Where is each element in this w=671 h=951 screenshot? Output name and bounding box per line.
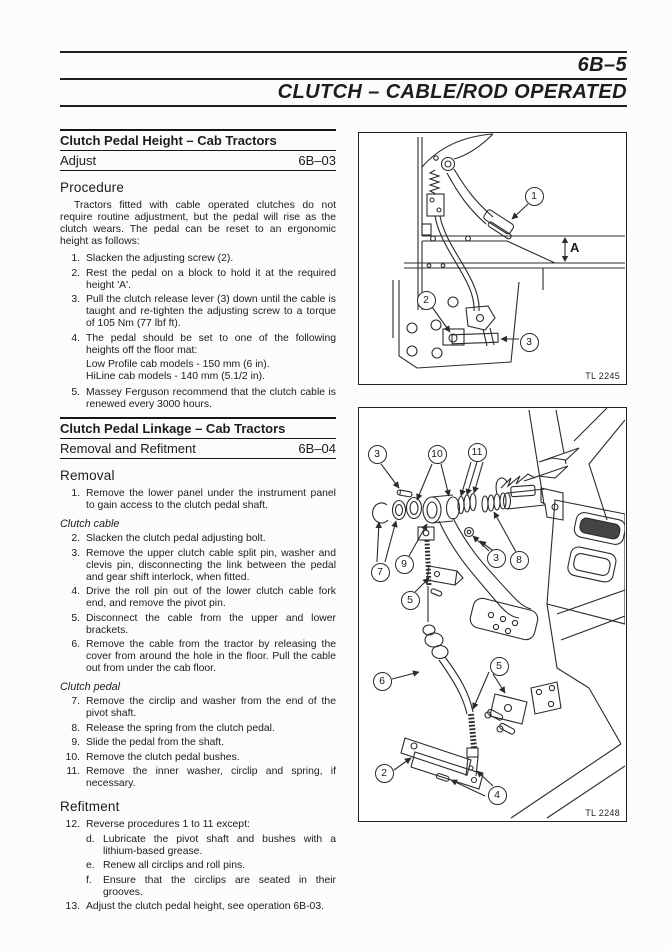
step-text: Slacken the clutch pedal adjusting bolt.	[86, 533, 266, 544]
substep-f	[86, 875, 336, 899]
operation-code: 6B–04	[298, 441, 336, 456]
step-2	[60, 268, 336, 292]
procedure-heading: Procedure	[60, 180, 125, 195]
dimension-a-label: A	[570, 240, 580, 255]
pedal-height-line-art	[359, 133, 625, 383]
step-10	[60, 752, 336, 764]
step-4	[60, 586, 336, 610]
text-column	[60, 129, 336, 916]
step-number: 1.	[71, 488, 80, 499]
operation-header-2	[60, 417, 336, 459]
step-text: The pedal should be set to one of the following heights off the floor mat:	[86, 332, 336, 356]
step-9	[60, 737, 336, 749]
step-number: 10.	[65, 751, 80, 763]
step-1	[60, 253, 336, 265]
callout-adjusting-bolt: 5	[401, 591, 420, 610]
step-number: 3.	[71, 547, 80, 559]
operation-row	[60, 151, 336, 171]
page-header	[60, 51, 627, 107]
step-number: 5.	[71, 612, 80, 624]
step-number: 9.	[71, 737, 80, 748]
step-text: Disconnect the cable from the upper and lower brackets.	[86, 612, 336, 636]
step-number: 13.	[65, 901, 80, 912]
page-title: CLUTCH – CABLE/ROD OPERATED	[277, 81, 627, 103]
step-text: Rest the pedal on a block to hold it at the required height 'A'.	[86, 267, 336, 291]
figure-pedal-linkage-diagram	[358, 407, 627, 822]
step-text: Pull the clutch release lever (3) down until the cable is taught and re-tighten the adjusting screw to a torque of 105 Nm (77 lbf ft).	[86, 294, 336, 329]
step-3	[60, 548, 336, 584]
step-4	[60, 333, 336, 357]
step-13	[60, 901, 336, 913]
step-number: 2.	[71, 267, 80, 279]
step-text: Remove the upper clutch cable split pin, washer and clevis pin, disconnecting the link between the pedal and gear shift interlock, when fitted.	[86, 547, 336, 583]
step-12	[60, 819, 336, 831]
substep-e	[86, 860, 336, 872]
step-number: 6.	[71, 639, 80, 650]
callout-upper-bracket: 5	[490, 657, 509, 676]
callout-clevis-pin: 3	[368, 445, 387, 464]
pedal-linkage-line-art	[359, 408, 625, 820]
callout-pedal: 1	[525, 187, 544, 206]
step-text: Remove the circlip and washer from the end of the pivot shaft.	[86, 696, 336, 719]
height-low-profile: Low Profile cab models - 150 mm (6 in).	[86, 359, 270, 370]
header-rule	[60, 105, 627, 107]
substep-letter: d.	[86, 833, 95, 845]
callout-nut: 3	[487, 549, 506, 568]
step-1	[60, 488, 336, 512]
step-number: 7.	[71, 696, 80, 707]
operation-code: 6B–03	[298, 153, 336, 168]
step-text: Massey Ferguson recommend that the clutch cable is renewed every 3000 hours.	[86, 387, 336, 410]
operation-name: Adjust	[60, 153, 97, 168]
step-number: 12.	[65, 819, 80, 830]
step-text: Adjust the clutch pedal height, see operation 6B-03.	[86, 901, 324, 912]
operation-name: Removal and Refitment	[60, 441, 196, 456]
step-number: 4.	[71, 332, 80, 344]
clutch-cable-label: Clutch cable	[60, 518, 120, 530]
pedal-height-values	[86, 359, 336, 383]
substep-letter: e.	[86, 860, 95, 871]
callout-washers-spring: 11	[468, 443, 487, 462]
substep-letter: f.	[86, 874, 92, 886]
clutch-pedal-label: Clutch pedal	[60, 681, 121, 693]
step-number: 8.	[71, 722, 80, 734]
operation-header-1	[60, 129, 336, 171]
step-number: 11.	[66, 766, 80, 777]
section-heading: Clutch Pedal Height – Cab Tractors	[60, 131, 336, 151]
removal-heading: Removal	[60, 468, 115, 483]
step-number: 2.	[71, 533, 80, 544]
figure-pedal-height-diagram	[358, 132, 627, 385]
callout-adjusting-screw: 2	[417, 291, 436, 310]
step-3	[60, 294, 336, 330]
step-text: Slide the pedal from the shaft.	[86, 737, 225, 748]
callout-cable-cover: 6	[373, 672, 392, 691]
step-text: Release the spring from the clutch pedal.	[86, 722, 275, 734]
intro-paragraph: Tractors fitted with cable operated clutches do not require routine adjustment, but the pedal will rise as the clutch wears. The pedal can be reset to an ergonomic height as follows:	[60, 200, 336, 247]
callout-release-lever: 3	[520, 333, 539, 352]
step-2	[60, 533, 336, 545]
section-heading: Clutch Pedal Linkage – Cab Tractors	[60, 419, 336, 439]
substep-text: Lubricate the pivot shaft and bushes with a lithium-based grease.	[103, 833, 336, 857]
step-8	[60, 723, 336, 735]
callout-fork-end: 4	[488, 786, 507, 805]
step-text: Slacken the adjusting screw (2).	[86, 253, 234, 264]
substep-text: Ensure that the circlips are seated in their grooves.	[103, 874, 336, 898]
refitment-heading: Refitment	[60, 799, 120, 814]
step-text: Remove the clutch pedal bushes.	[86, 751, 240, 763]
callout-spring: 8	[510, 551, 529, 570]
step-11	[60, 766, 336, 790]
figure-reference: TL 2245	[585, 371, 620, 381]
callout-lower-bracket: 2	[375, 764, 394, 783]
height-hiline: HiLine cab models - 140 mm (5.1/2 in).	[86, 371, 266, 382]
callout-bushes: 10	[428, 445, 447, 464]
figure-reference: TL 2248	[585, 808, 620, 818]
step-5	[60, 387, 336, 411]
step-number: 3.	[71, 294, 80, 305]
page-code: 6B–5	[577, 54, 627, 76]
step-text: Remove the cable from the tractor by releasing the cover from around the hole in the floor. Pull the cable out from under the cab floor.	[86, 639, 336, 674]
callout-pivot-shaft: 9	[395, 555, 414, 574]
step-text: Reverse procedures 1 to 11 except:	[86, 819, 250, 830]
step-text: Remove the lower panel under the instrument panel to gain access to the clutch pedal shaft.	[86, 488, 336, 511]
step-text: Remove the inner washer, circlip and spring, if necessary.	[86, 766, 336, 789]
operation-row	[60, 439, 336, 459]
step-text: Drive the roll pin out of the lower clutch cable fork end, and remove the pivot pin.	[86, 586, 336, 609]
step-number: 4.	[71, 586, 80, 597]
step-7	[60, 696, 336, 720]
step-6	[60, 639, 336, 675]
step-number: 1.	[71, 253, 80, 264]
substep-text: Renew all circlips and roll pins.	[103, 860, 246, 871]
callout-circlip-washer: 7	[371, 563, 390, 582]
step-5	[60, 613, 336, 637]
step-number: 5.	[71, 387, 80, 398]
substep-d	[86, 834, 336, 858]
